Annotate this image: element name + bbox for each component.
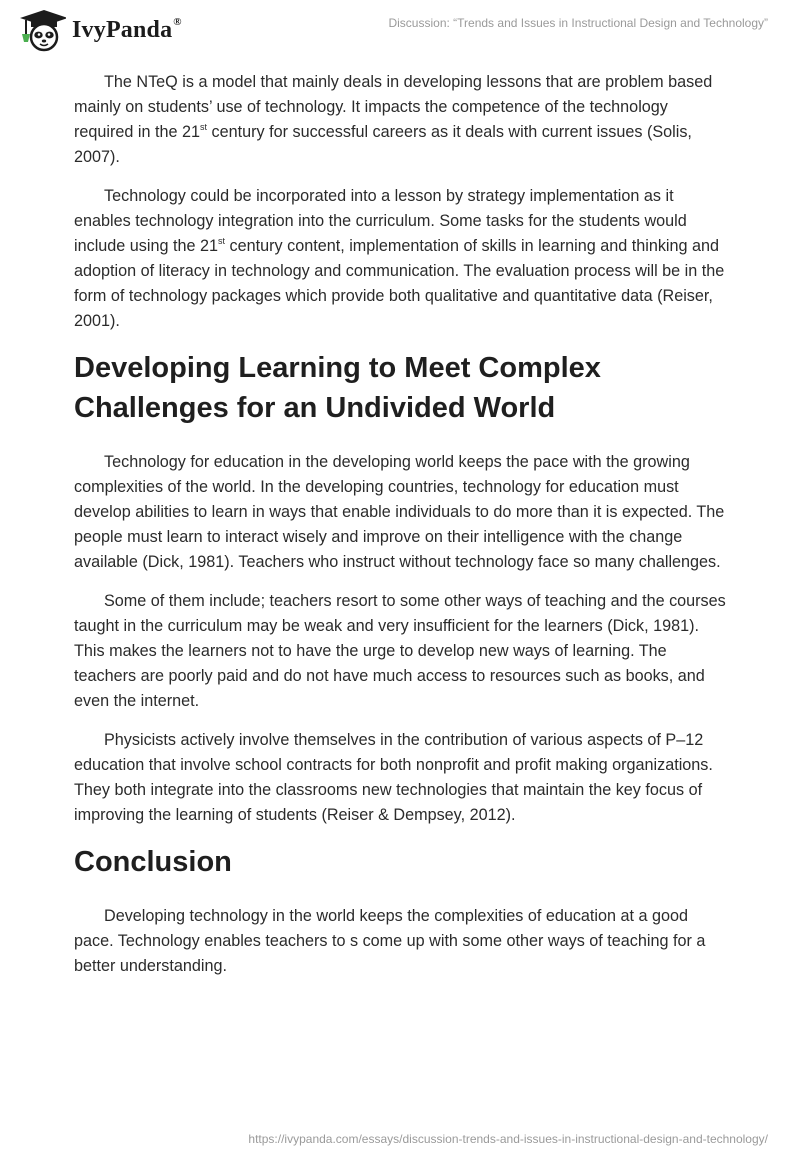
paragraph-conclusion: Developing technology in the world keeps the complexities of education at a good pace. Technology enables teachers to s come up with some other ways of teaching for a better understanding. <box>74 907 706 975</box>
registered-mark: ® <box>173 16 182 28</box>
section-heading-developing-learning: Developing Learning to Meet Complex Challenges for an Undivided World <box>74 352 601 424</box>
paragraph-physicists: Physicists actively involve themselves in the contribution of various aspects of P–12 education that involve school contracts for both nonprofit and profit making organizations. They both integrate into the classrooms new technologies that maintain the key focus of improving the learning of students (Reiser & Dempsey, 2012). <box>74 731 713 824</box>
source-url-link[interactable]: https://ivypanda.com/essays/discussion-trends-and-issues-in-instructional-design-and-technology/ <box>248 1132 768 1146</box>
brand-logo[interactable] <box>14 8 182 52</box>
brand-name: IvyPanda® <box>72 16 182 43</box>
paragraph-technology-lesson: Technology could be incorporated into a lesson by strategy implementation as it enables technology integration into the curriculum. Some tasks for the students would include using the 21st century content, implementation of skills in learning and thinking and adoption of literacy in technology and communication. The evaluation process will be in the form of technology packages which provide both qualitative and quantitative data (Reiser, 2001). <box>74 187 725 330</box>
page-header <box>0 0 800 60</box>
paragraph-nteq: The NTeQ is a model that mainly deals in developing lessons that are problem based mainly on students’ use of technology. It impacts the competence of the technology required in the 21st century for successful careers as it deals with current issues (Solis, 2007). <box>74 73 713 166</box>
document-title: Discussion: “Trends and Issues in Instructional Design and Technology” <box>388 16 768 30</box>
section-heading-conclusion: Conclusion <box>74 846 232 878</box>
paragraph-developing-world: Technology for education in the developing world keeps the pace with the growing complexities of the world. In the developing countries, technology for education must develop abilities to learn in ways that enable individuals to do more than it is expected. The people must learn to interact wisely and improve on their intelligence with the change available (Dick, 1981). Teachers who instruct without technology face so many challenges. <box>74 453 725 571</box>
panda-graduate-icon <box>14 8 66 52</box>
article-body <box>74 70 730 993</box>
paragraph-challenges: Some of them include; teachers resort to some other ways of teaching and the courses taught in the curriculum may be weak and very insufficient for the learners (Dick, 1981). This makes the learners not to have the urge to develop new ways of learning. The teachers are poorly paid and do not have much access to resources such as books, and even the internet. <box>74 592 726 710</box>
